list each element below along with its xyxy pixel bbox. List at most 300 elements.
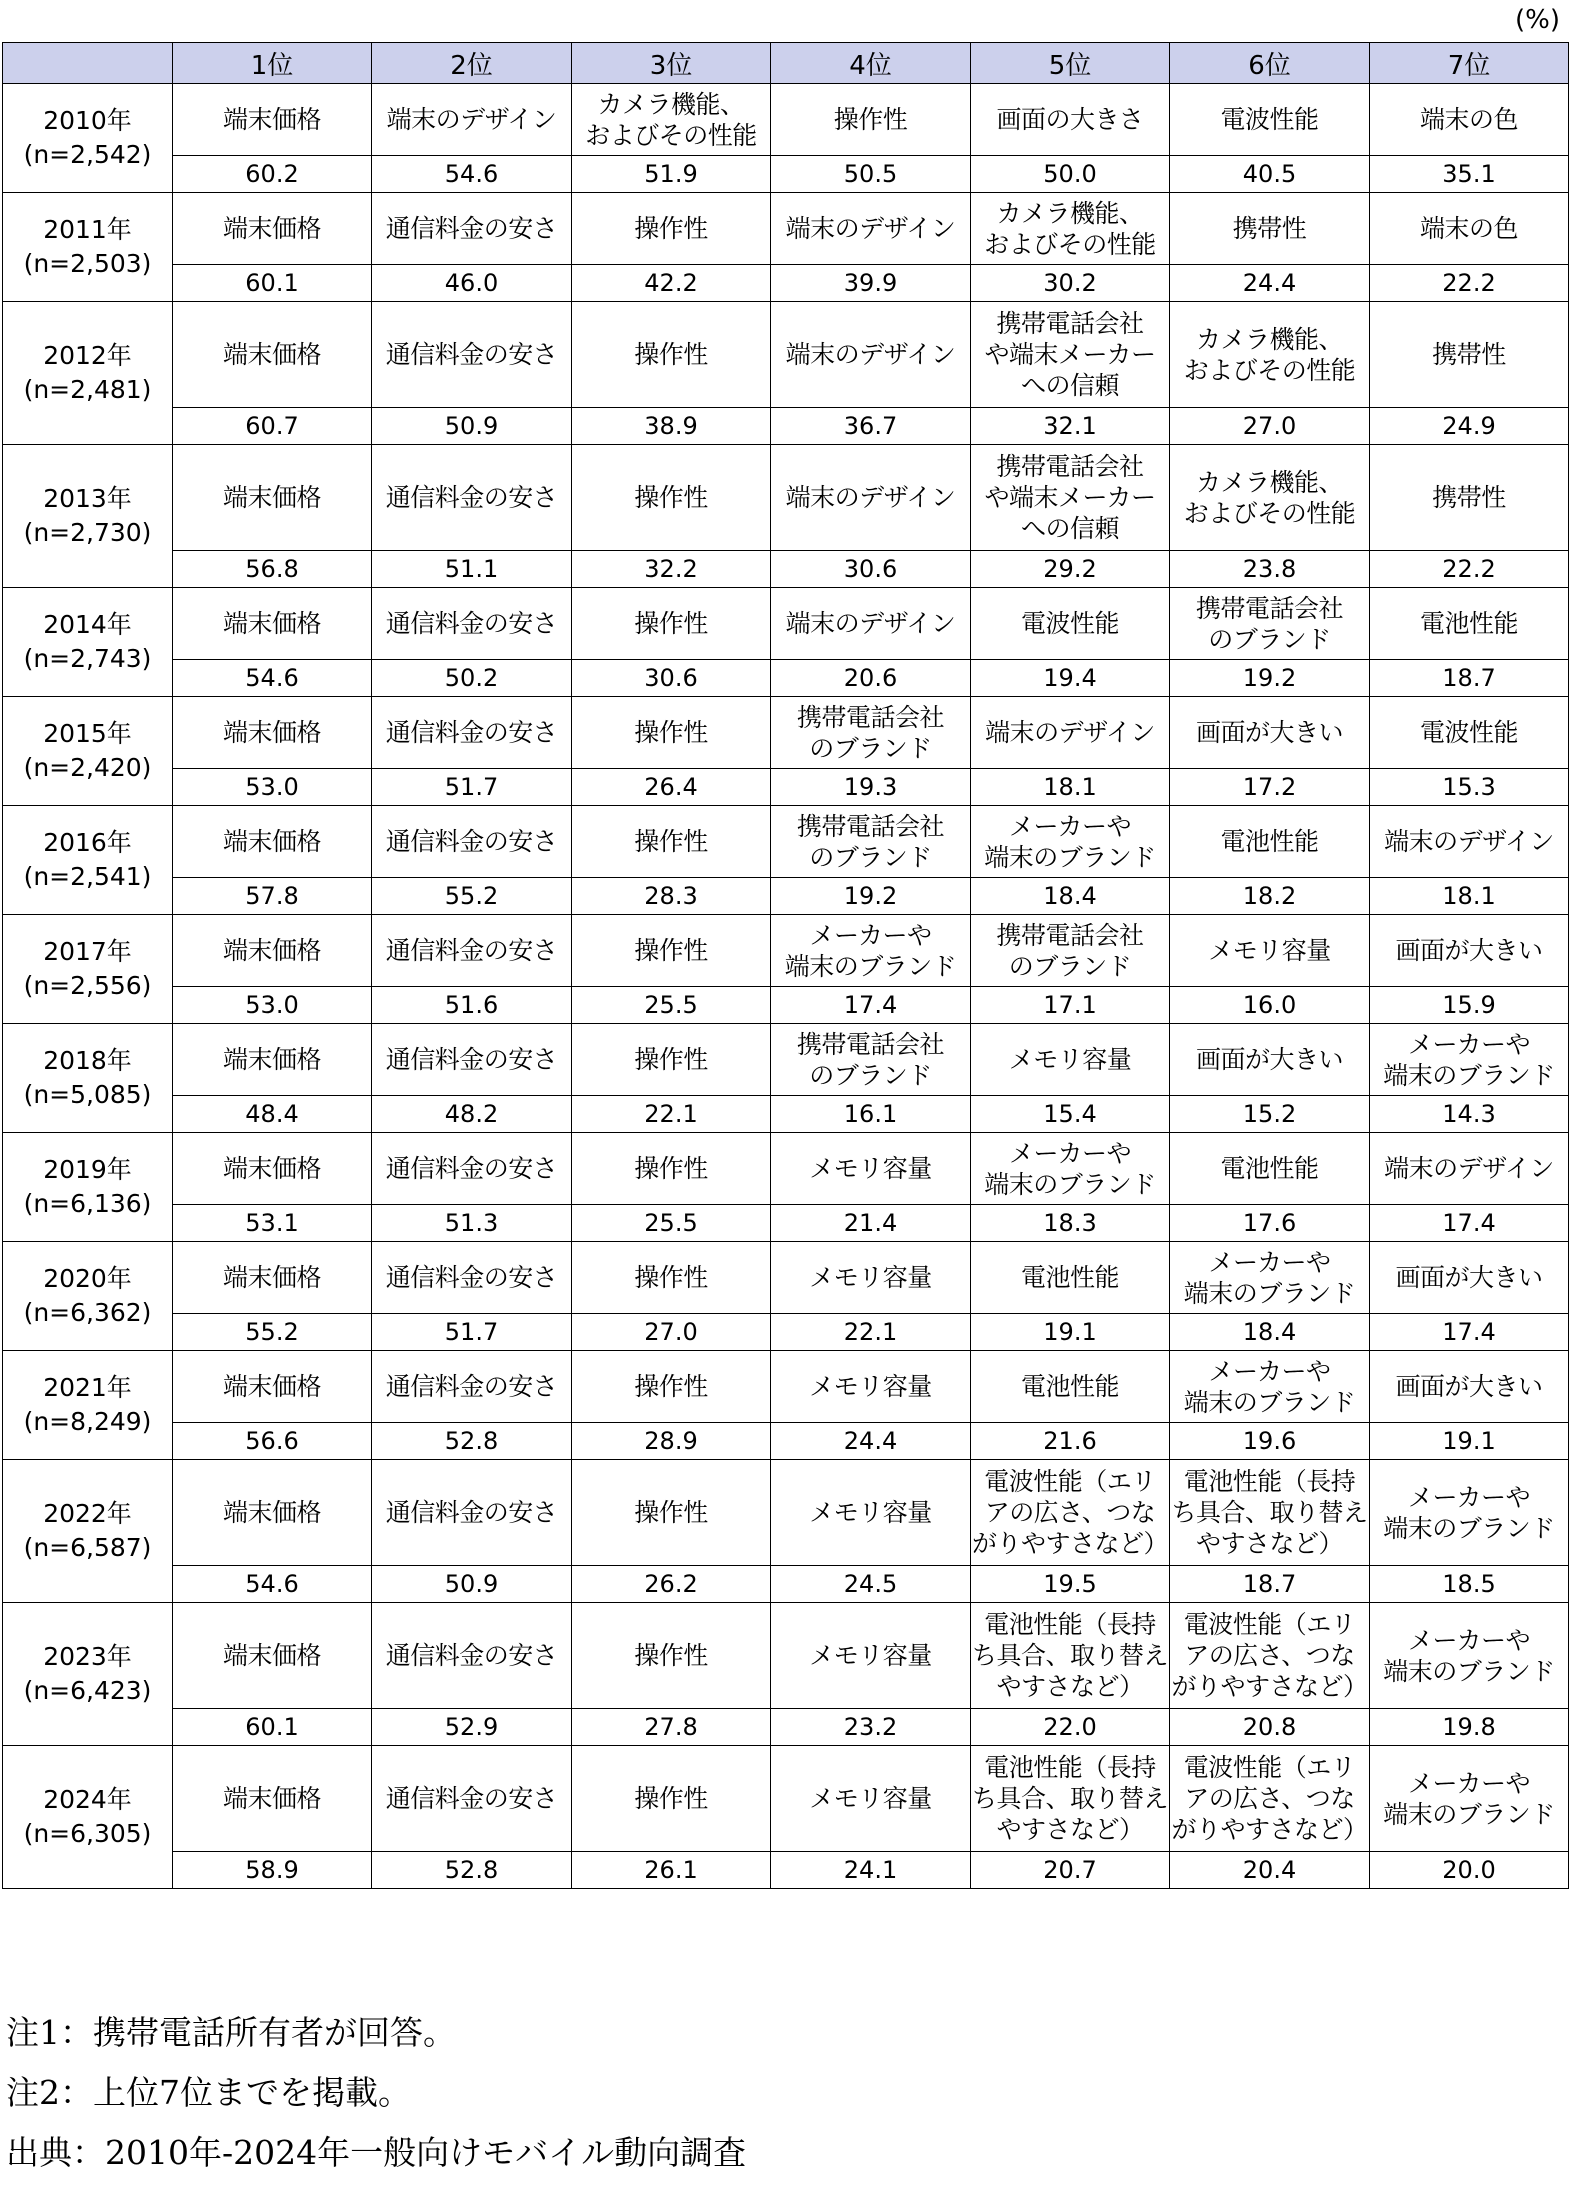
item-cell	[572, 193, 771, 265]
value-cell: 19.3	[771, 769, 971, 806]
year-label: 2015年	[43, 719, 132, 748]
item-label: 携帯電話会社 のブランド	[796, 811, 944, 872]
table-row	[3, 193, 1569, 265]
item-label: 携帯電話会社 のブランド	[996, 920, 1144, 981]
item-label: 端末価格	[222, 1498, 321, 1527]
item-cell	[971, 302, 1170, 408]
value-cell: 52.8	[372, 1423, 572, 1460]
note-1: 注1：携帯電話所有者が回答。	[6, 2013, 456, 2052]
item-label: メモリ容量	[1008, 1045, 1132, 1074]
item-label: 電池性能（長持 ち具合、取り替え やすさなど）	[1171, 1467, 1368, 1558]
value-row	[3, 156, 1569, 193]
year-label: 2014年	[43, 610, 132, 639]
item-cell	[1170, 1460, 1370, 1566]
sample-size: (n=2,743)	[23, 644, 152, 673]
value-cell: 28.3	[572, 878, 771, 915]
item-cell	[771, 302, 971, 408]
table-row	[3, 697, 1569, 769]
value-cell: 18.1	[971, 769, 1170, 806]
header-rank-1: 1位	[173, 43, 372, 84]
value-row	[3, 987, 1569, 1024]
item-cell	[1170, 1351, 1370, 1423]
item-cell	[372, 1242, 572, 1314]
year-cell	[3, 302, 173, 445]
item-cell	[173, 1133, 372, 1205]
year-cell	[3, 1460, 173, 1603]
item-label: 操作性	[634, 1784, 708, 1813]
value-cell: 15.9	[1370, 987, 1569, 1024]
item-cell	[1370, 445, 1569, 551]
item-label: 端末価格	[222, 1372, 321, 1401]
value-cell: 24.5	[771, 1566, 971, 1603]
item-cell	[971, 806, 1170, 878]
value-cell: 46.0	[372, 265, 572, 302]
item-label: 画面が大きい	[1195, 1045, 1343, 1074]
value-cell: 32.1	[971, 408, 1170, 445]
item-label: 端末価格	[222, 340, 321, 369]
item-cell	[173, 445, 372, 551]
item-label: 操作性	[634, 609, 708, 638]
item-cell	[372, 445, 572, 551]
item-cell	[971, 1746, 1170, 1852]
value-cell: 30.6	[572, 660, 771, 697]
item-cell	[971, 1024, 1170, 1096]
value-cell: 52.8	[372, 1852, 572, 1889]
item-cell	[1170, 1242, 1370, 1314]
item-cell	[173, 588, 372, 660]
item-cell	[771, 193, 971, 265]
value-cell: 19.5	[971, 1566, 1170, 1603]
value-cell: 27.8	[572, 1709, 771, 1746]
item-label: 画面の大きさ	[996, 105, 1144, 134]
value-cell: 30.2	[971, 265, 1170, 302]
table-row	[3, 806, 1569, 878]
item-label: 通信料金の安さ	[385, 1372, 558, 1401]
sample-size: (n=8,249)	[23, 1407, 152, 1436]
item-label: 電波性能	[1220, 105, 1319, 134]
item-label: メモリ容量	[809, 1498, 932, 1527]
value-row	[3, 769, 1569, 806]
value-cell: 18.4	[971, 878, 1170, 915]
item-cell	[1170, 915, 1370, 987]
year-cell	[3, 1351, 173, 1460]
item-label: 端末のデザイン	[386, 105, 557, 134]
year-cell	[3, 1024, 173, 1133]
sample-size: (n=6,305)	[23, 1819, 152, 1848]
item-label: 画面が大きい	[1395, 936, 1543, 965]
item-cell	[971, 1460, 1170, 1566]
item-label: 電波性能（エリ アの広さ、つな がりやすさなど）	[1171, 1753, 1368, 1844]
item-cell	[1170, 193, 1370, 265]
value-cell: 48.2	[372, 1096, 572, 1133]
item-label: カメラ機能、 およびその性能	[984, 198, 1156, 259]
item-label: 操作性	[634, 214, 708, 243]
item-label: カメラ機能、 およびその性能	[1183, 324, 1356, 385]
value-row	[3, 1205, 1569, 1242]
item-label: メーカーや 端末のブランド	[1383, 1029, 1555, 1090]
sample-size: (n=6,136)	[23, 1189, 152, 1218]
value-cell: 23.2	[771, 1709, 971, 1746]
item-cell	[971, 697, 1170, 769]
value-cell: 48.4	[173, 1096, 372, 1133]
year-cell	[3, 84, 173, 193]
item-label: メーカーや 端末のブランド	[984, 811, 1156, 872]
item-label: 端末価格	[222, 105, 321, 134]
year-label: 2021年	[43, 1373, 132, 1402]
value-row	[3, 265, 1569, 302]
item-cell	[1370, 1746, 1569, 1852]
value-cell: 26.2	[572, 1566, 771, 1603]
year-label: 2019年	[43, 1155, 132, 1184]
value-row	[3, 1852, 1569, 1889]
item-label: 操作性	[634, 827, 708, 856]
item-cell	[572, 84, 771, 156]
item-cell	[372, 193, 572, 265]
item-cell	[173, 193, 372, 265]
year-label: 2010年	[43, 106, 132, 135]
item-label: 通信料金の安さ	[385, 1045, 558, 1074]
value-cell: 18.1	[1370, 878, 1569, 915]
sample-size: (n=6,362)	[23, 1298, 152, 1327]
item-cell	[1370, 1024, 1569, 1096]
value-row	[3, 1096, 1569, 1133]
item-cell	[1170, 1603, 1370, 1709]
item-label: 端末価格	[222, 1641, 321, 1670]
value-cell: 60.2	[173, 156, 372, 193]
item-cell	[971, 915, 1170, 987]
item-label: 通信料金の安さ	[385, 1641, 558, 1670]
table-row	[3, 1133, 1569, 1205]
year-cell	[3, 806, 173, 915]
header-rank-7: 7位	[1370, 43, 1569, 84]
table-row	[3, 445, 1569, 551]
item-label: 端末価格	[222, 718, 321, 747]
table-row	[3, 588, 1569, 660]
item-label: 電池性能	[1220, 1154, 1319, 1183]
value-cell: 20.8	[1170, 1709, 1370, 1746]
value-cell: 40.5	[1170, 156, 1370, 193]
unit-label: (%)	[1515, 5, 1560, 35]
item-label: 操作性	[634, 1641, 708, 1670]
year-label: 2017年	[43, 937, 132, 966]
item-label: 電池性能（長持 ち具合、取り替え やすさなど）	[971, 1753, 1168, 1844]
table-row	[3, 1351, 1569, 1423]
item-label: メーカーや 端末のブランド	[1383, 1768, 1555, 1829]
year-label: 2022年	[43, 1499, 132, 1528]
value-cell: 15.3	[1370, 769, 1569, 806]
value-cell: 18.3	[971, 1205, 1170, 1242]
item-label: 端末価格	[222, 827, 321, 856]
item-label: 電波性能（エリ アの広さ、つな がりやすさなど）	[1171, 1610, 1368, 1701]
item-label: 通信料金の安さ	[385, 609, 558, 638]
item-label: 携帯電話会社 のブランド	[1195, 593, 1343, 654]
item-label: 端末のデザイン	[1384, 1154, 1554, 1183]
item-cell	[1170, 697, 1370, 769]
item-label: メーカーや 端末のブランド	[1183, 1247, 1356, 1308]
value-cell: 20.7	[971, 1852, 1170, 1889]
value-cell: 51.9	[572, 156, 771, 193]
item-label: 端末の色	[1419, 214, 1518, 243]
item-cell	[771, 588, 971, 660]
item-cell	[1170, 806, 1370, 878]
item-cell	[971, 84, 1170, 156]
value-row	[3, 878, 1569, 915]
value-cell: 29.2	[971, 551, 1170, 588]
value-cell: 19.6	[1170, 1423, 1370, 1460]
item-cell	[1170, 588, 1370, 660]
item-cell	[572, 1460, 771, 1566]
item-cell	[173, 302, 372, 408]
value-cell: 22.2	[1370, 551, 1569, 588]
item-cell	[372, 915, 572, 987]
item-label: 通信料金の安さ	[385, 936, 558, 965]
item-label: 携帯電話会社 や端末メーカー への信頼	[984, 309, 1156, 400]
table-row	[3, 84, 1569, 156]
value-cell: 51.6	[372, 987, 572, 1024]
value-cell: 51.7	[372, 769, 572, 806]
value-cell: 15.2	[1170, 1096, 1370, 1133]
item-cell	[173, 1351, 372, 1423]
value-cell: 52.9	[372, 1709, 572, 1746]
item-cell	[1170, 1024, 1370, 1096]
item-cell	[1370, 1351, 1569, 1423]
sample-size: (n=2,481)	[23, 375, 152, 404]
item-cell	[173, 1603, 372, 1709]
value-cell: 28.9	[572, 1423, 771, 1460]
item-label: メモリ容量	[809, 1784, 932, 1813]
value-cell: 20.6	[771, 660, 971, 697]
item-label: 端末価格	[222, 1154, 321, 1183]
item-label: カメラ機能、 およびその性能	[585, 89, 757, 150]
item-cell	[971, 1603, 1170, 1709]
item-label: 操作性	[634, 1263, 708, 1292]
value-cell: 50.0	[971, 156, 1170, 193]
item-cell	[1170, 1746, 1370, 1852]
item-label: メーカーや 端末のブランド	[1183, 1356, 1356, 1417]
item-cell	[1370, 302, 1569, 408]
value-cell: 23.8	[1170, 551, 1370, 588]
value-cell: 51.1	[372, 551, 572, 588]
item-label: 通信料金の安さ	[385, 1784, 558, 1813]
item-cell	[771, 84, 971, 156]
item-label: メモリ容量	[1208, 936, 1331, 965]
value-cell: 35.1	[1370, 156, 1569, 193]
item-label: 携帯性	[1232, 214, 1307, 243]
value-cell: 17.4	[1370, 1314, 1569, 1351]
value-cell: 30.6	[771, 551, 971, 588]
source-note: 出典：2010年-2024年一般向けモバイル動向調査	[6, 2133, 747, 2172]
item-cell	[1370, 193, 1569, 265]
value-cell: 18.5	[1370, 1566, 1569, 1603]
item-cell	[572, 1133, 771, 1205]
item-cell	[1170, 84, 1370, 156]
item-label: 端末価格	[222, 1045, 321, 1074]
value-cell: 17.1	[971, 987, 1170, 1024]
header-rank-3: 3位	[572, 43, 771, 84]
value-cell: 54.6	[173, 660, 372, 697]
value-row	[3, 1314, 1569, 1351]
item-label: 端末のデザイン	[785, 214, 956, 243]
table-row	[3, 1242, 1569, 1314]
item-label: 操作性	[634, 1154, 708, 1183]
value-cell: 55.2	[372, 878, 572, 915]
item-cell	[173, 697, 372, 769]
item-cell	[971, 1242, 1170, 1314]
item-label: 通信料金の安さ	[385, 340, 558, 369]
value-cell: 27.0	[572, 1314, 771, 1351]
item-cell	[572, 915, 771, 987]
value-cell: 56.6	[173, 1423, 372, 1460]
table-row	[3, 1746, 1569, 1852]
item-cell	[1370, 1460, 1569, 1566]
item-label: 電池性能	[1419, 609, 1518, 638]
item-cell	[173, 1460, 372, 1566]
year-label: 2013年	[43, 484, 132, 513]
sample-size: (n=2,556)	[23, 971, 152, 1000]
item-cell	[372, 1024, 572, 1096]
item-cell	[372, 697, 572, 769]
value-cell: 20.0	[1370, 1852, 1569, 1889]
value-cell: 16.0	[1170, 987, 1370, 1024]
value-cell: 19.8	[1370, 1709, 1569, 1746]
value-cell: 18.4	[1170, 1314, 1370, 1351]
item-cell	[1370, 1242, 1569, 1314]
item-cell	[771, 1603, 971, 1709]
header-rank-6: 6位	[1170, 43, 1370, 84]
sample-size: (n=6,423)	[23, 1676, 152, 1705]
item-label: 携帯電話会社 のブランド	[796, 702, 944, 763]
value-cell: 19.1	[1370, 1423, 1569, 1460]
item-label: メーカーや 端末のブランド	[784, 920, 957, 981]
item-label: 操作性	[833, 105, 908, 134]
sample-size: (n=6,587)	[23, 1533, 152, 1562]
item-label: 端末価格	[222, 609, 321, 638]
item-cell	[572, 806, 771, 878]
item-label: メーカーや 端末のブランド	[984, 1138, 1156, 1199]
item-cell	[771, 1242, 971, 1314]
item-label: 操作性	[634, 1372, 708, 1401]
table-row	[3, 1460, 1569, 1566]
value-cell: 18.2	[1170, 878, 1370, 915]
table-row	[3, 302, 1569, 408]
item-cell	[572, 302, 771, 408]
value-cell: 60.1	[173, 265, 372, 302]
item-cell	[173, 1242, 372, 1314]
item-cell	[771, 1024, 971, 1096]
year-cell	[3, 1603, 173, 1746]
item-label: 端末価格	[222, 1263, 321, 1292]
value-cell: 17.2	[1170, 769, 1370, 806]
value-cell: 24.4	[771, 1423, 971, 1460]
value-cell: 24.4	[1170, 265, 1370, 302]
item-cell	[1370, 1133, 1569, 1205]
item-label: 端末価格	[222, 214, 321, 243]
item-cell	[771, 1746, 971, 1852]
table-row	[3, 915, 1569, 987]
value-row	[3, 660, 1569, 697]
item-label: 電波性能（エリ アの広さ、つな がりやすさなど）	[971, 1467, 1168, 1558]
value-cell: 26.1	[572, 1852, 771, 1889]
item-label: 携帯性	[1432, 340, 1506, 369]
item-cell	[971, 445, 1170, 551]
value-cell: 26.4	[572, 769, 771, 806]
item-cell	[173, 806, 372, 878]
item-cell	[1370, 697, 1569, 769]
header-rank-4: 4位	[771, 43, 971, 84]
item-cell	[1370, 915, 1569, 987]
item-label: 携帯電話会社 のブランド	[796, 1029, 944, 1090]
value-cell: 15.4	[971, 1096, 1170, 1133]
value-cell: 16.1	[771, 1096, 971, 1133]
value-cell: 36.7	[771, 408, 971, 445]
value-cell: 39.9	[771, 265, 971, 302]
header-rank-2: 2位	[372, 43, 572, 84]
item-label: 画面が大きい	[1195, 718, 1343, 747]
year-label: 2012年	[43, 341, 132, 370]
header-rank-5: 5位	[971, 43, 1170, 84]
value-cell: 19.2	[1170, 660, 1370, 697]
value-cell: 17.4	[771, 987, 971, 1024]
value-cell: 20.4	[1170, 1852, 1370, 1889]
item-label: 端末のデザイン	[985, 718, 1155, 747]
item-cell	[372, 1351, 572, 1423]
value-cell: 54.6	[372, 156, 572, 193]
item-cell	[572, 1351, 771, 1423]
value-cell: 60.1	[173, 1709, 372, 1746]
item-label: 端末の色	[1419, 105, 1518, 134]
item-label: 電池性能（長持 ち具合、取り替え やすさなど）	[971, 1610, 1168, 1701]
item-label: 操作性	[634, 936, 708, 965]
item-label: 携帯性	[1432, 483, 1506, 512]
item-cell	[1170, 302, 1370, 408]
item-label: 通信料金の安さ	[385, 827, 558, 856]
year-cell	[3, 697, 173, 806]
year-cell	[3, 445, 173, 588]
item-label: 電池性能	[1220, 827, 1319, 856]
value-cell: 50.5	[771, 156, 971, 193]
note-2: 注2：上位7位までを掲載。	[6, 2073, 411, 2112]
value-cell: 18.7	[1370, 660, 1569, 697]
value-row	[3, 551, 1569, 588]
year-cell	[3, 193, 173, 302]
item-label: 通信料金の安さ	[385, 1154, 558, 1183]
item-cell	[572, 1603, 771, 1709]
value-cell: 22.1	[771, 1314, 971, 1351]
item-cell	[372, 302, 572, 408]
value-cell: 53.0	[173, 987, 372, 1024]
item-cell	[372, 1746, 572, 1852]
item-cell	[1370, 1603, 1569, 1709]
value-cell: 42.2	[572, 265, 771, 302]
item-cell	[173, 1746, 372, 1852]
item-cell	[771, 1133, 971, 1205]
value-cell: 57.8	[173, 878, 372, 915]
item-label: 端末価格	[222, 1784, 321, 1813]
year-label: 2011年	[43, 215, 132, 244]
value-cell: 22.1	[572, 1096, 771, 1133]
item-label: 電池性能	[1020, 1372, 1119, 1401]
item-label: 操作性	[634, 718, 708, 747]
item-label: メモリ容量	[809, 1372, 932, 1401]
year-label: 2018年	[43, 1046, 132, 1075]
value-cell: 24.1	[771, 1852, 971, 1889]
item-cell	[572, 588, 771, 660]
item-label: 端末のデザイン	[785, 609, 956, 638]
value-cell: 50.9	[372, 1566, 572, 1603]
year-cell	[3, 1242, 173, 1351]
value-cell: 54.6	[173, 1566, 372, 1603]
item-label: 端末のデザイン	[785, 340, 956, 369]
